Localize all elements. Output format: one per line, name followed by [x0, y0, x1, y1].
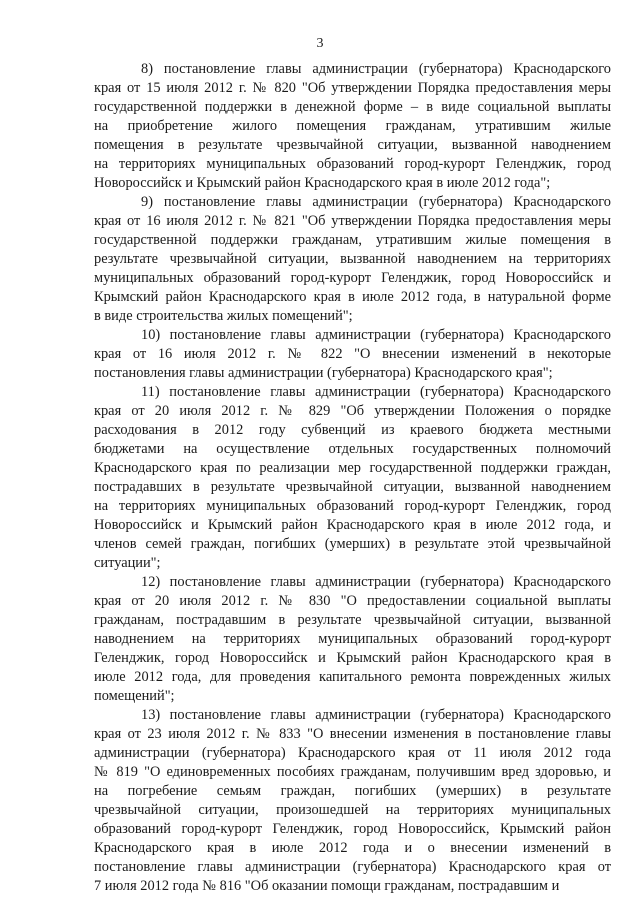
- text-line: на территориях муниципальных образований город-курорт Геленджик, город: [94, 498, 611, 514]
- text-line: края от 16 июля 2012 г. № 822 "О внесении изменений в некоторые: [94, 346, 611, 362]
- text-line: администрации (губернатора) Краснодарского края от 11 июля 2012 года: [94, 745, 611, 761]
- text-line: 13) постановление главы администрации (губернатора) Краснодарского: [141, 707, 611, 723]
- list-item-paragraph: [94, 326, 611, 383]
- text-line: членов семей граждан, погибших (умерших) в результате этой чрезвычайной: [94, 536, 611, 552]
- text-line: пострадавших в результате чрезвычайной ситуации, вызванной наводнением: [94, 479, 611, 495]
- list-item-paragraph: [94, 573, 611, 706]
- list-item-paragraph: [94, 60, 611, 193]
- list-item-paragraph: [94, 193, 611, 326]
- text-line: постановление главы администрации (губернатора) Краснодарского края от: [94, 859, 611, 875]
- text-line: государственной поддержки в денежной форме – в виде социальной выплаты: [94, 99, 611, 115]
- list-item-paragraph: [94, 383, 611, 573]
- text-line: 8) постановление главы администрации (губернатора) Краснодарского: [141, 61, 611, 77]
- text-line: края от 20 июля 2012 г. № 829 "Об утверждении Положения о порядке: [94, 403, 611, 419]
- text-line: на территориях муниципальных образований город-курорт Геленджик, город: [94, 156, 611, 172]
- text-line: Геленджик, город Новороссийск и Крымский район Краснодарского края в: [94, 650, 611, 666]
- text-line: Краснодарского края по реализации мер государственной поддержки граждан,: [94, 460, 611, 476]
- list-item-paragraph: [94, 706, 611, 896]
- document-body: [94, 60, 611, 896]
- text-line: чрезвычайной ситуации, произошедшей на территориях муниципальных: [94, 802, 611, 818]
- text-line: 12) постановление главы администрации (губернатора) Краснодарского: [141, 574, 611, 590]
- text-line: края от 20 июля 2012 г. № 830 "О предоставлении социальной выплаты: [94, 593, 611, 609]
- text-line: расходования в 2012 году субвенций из краевого бюджета местными: [94, 422, 611, 438]
- text-line: наводнением на территориях муниципальных образований город-курорт: [94, 631, 611, 647]
- text-line: на приобретение жилого помещения гражданам, утратившим жилые: [94, 118, 611, 134]
- text-line: края от 23 июля 2012 г. № 833 "О внесении изменения в постановление главы: [94, 726, 611, 742]
- text-line: края от 15 июля 2012 г. № 820 "Об утверждении Порядка предоставления меры: [94, 80, 611, 96]
- text-line: 11) постановление главы администрации (губернатора) Краснодарского: [141, 384, 611, 400]
- text-line: 9) постановление главы администрации (губернатора) Краснодарского: [141, 194, 611, 210]
- text-line: бюджетами на осуществление отдельных государственных полномочий: [94, 441, 611, 457]
- text-line: июле 2012 года, для проведения капитального ремонта поврежденных жилых: [94, 669, 611, 685]
- text-line: Крымский район Краснодарского края в июле 2012 года, в натуральной форме: [94, 289, 611, 305]
- text-line: государственной поддержки гражданам, утратившим жилые помещения в: [94, 232, 611, 248]
- page-number: 3: [316, 36, 324, 51]
- text-line: помещения в результате чрезвычайной ситуации, вызванной наводнением: [94, 137, 611, 153]
- text-line: Краснодарского края в июле 2012 года и о внесении изменений в: [94, 840, 611, 856]
- text-line: 7 июля 2012 года № 816 "Об оказании помощи гражданам, пострадавшим и: [94, 878, 560, 894]
- text-line: на погребение семьям граждан, погибших (умерших) в результате: [94, 783, 611, 799]
- text-line: гражданам, пострадавшим в результате чрезвычайной ситуации, вызванной: [94, 612, 611, 628]
- text-line: муниципальных образований город-курорт Геленджик, город Новороссийск и: [94, 270, 611, 286]
- text-line: в виде строительства жилых помещений";: [94, 308, 353, 324]
- text-line: № 819 "О единовременных пособиях гражданам, получившим вред здоровью, и: [94, 764, 611, 780]
- text-line: 10) постановление главы администрации (губернатора) Краснодарского: [141, 327, 611, 343]
- text-line: результате чрезвычайной ситуации, вызванной наводнением на территориях: [94, 251, 611, 267]
- text-line: края от 16 июля 2012 г. № 821 "Об утверждении Порядка предоставления меры: [94, 213, 611, 229]
- text-line: постановления главы администрации (губернатора) Краснодарского края";: [94, 365, 553, 381]
- text-line: ситуации";: [94, 555, 161, 571]
- text-line: образований город-курорт Геленджик, город Новороссийск, Крымский район: [94, 821, 611, 837]
- text-line: Новороссийск и Крымский район Краснодарского края в июле 2012 года, и: [94, 517, 611, 533]
- text-line: помещений";: [94, 688, 175, 704]
- text-line: Новороссийск и Крымский район Краснодарского края в июле 2012 года";: [94, 175, 551, 191]
